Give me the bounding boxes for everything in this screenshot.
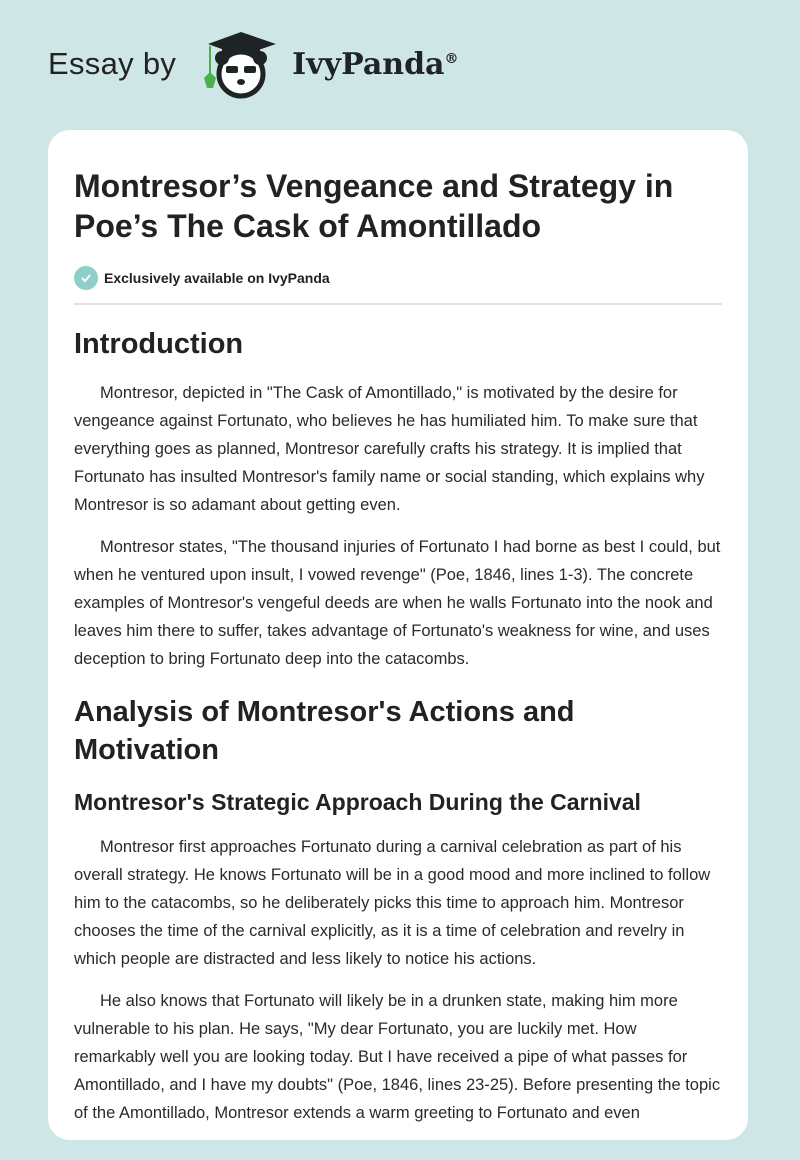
section-heading: Analysis of Montresor's Actions and Motivation (74, 696, 575, 766)
essay-by-label: Essay by (48, 46, 177, 81)
essay-title: Montresor’s Vengeance and Strategy in Poe’s The Cask of Amontillado (74, 168, 674, 244)
paragraph: Montresor, depicted in "The Cask of Amontillado," is motivated by the desire for vengeance against Fortunato, who believes he has humiliated him. To make sure that everything goes as planned, Montresor carefully crafts his strategy. It is implied that Fortunato has insulted Montresor's family name or social standing, which explains why Montresor is so adamant about getting even. (74, 384, 705, 514)
ivypanda-logo-icon[interactable] (196, 28, 286, 100)
paragraph: Montresor first approaches Fortunato during a carnival celebration as part of his overall strategy. He knows Fortunato will be in a good mood and more inclined to follow him to the catacombs, so he deliberately picks this time to approach him. Montresor chooses the time of the carnival explicitly, as it is a time of celebration and revelry in which people are distracted and less likely to notice his actions. (74, 838, 711, 968)
divider (74, 303, 722, 305)
section-heading: Introduction (74, 328, 244, 360)
check-icon (74, 266, 98, 290)
brand-text: IvyPanda (292, 46, 445, 82)
exclusive-badge (74, 266, 722, 290)
subsection-heading: Montresor's Strategic Approach During the Carnival (74, 789, 641, 815)
exclusive-text: Exclusively available on IvyPanda (104, 270, 330, 286)
site-header (48, 34, 459, 94)
essay-card (48, 130, 748, 1140)
paragraph: Montresor states, "The thousand injuries of Fortunato I had borne as best I could, but when he ventured upon insult, I vowed revenge" (Poe, 1846, lines 1-3). The concrete examples of Montresor's vengeful deeds are when he walls Fortunato into the nook and leaves him there to suffer, takes advantage of Fortunato's weakness for wine, and uses deception to bring Fortunato deep into the catacombs. (74, 538, 721, 668)
paragraph: He also knows that Fortunato will likely be in a drunken state, making him more vulnerable to his plan. He says, "My dear Fortunato, you are luckily met. How remarkably well you are looking today. But I have received a pipe of what passes for Amontillado, and I have my doubts" (Poe, 1846, lines 23-25). Before presenting the topic of the Amontillado, Montresor extends a warm greeting to Fortunato and even (74, 992, 721, 1122)
registered-mark: ® (444, 50, 459, 67)
brand-name[interactable] (292, 47, 458, 82)
